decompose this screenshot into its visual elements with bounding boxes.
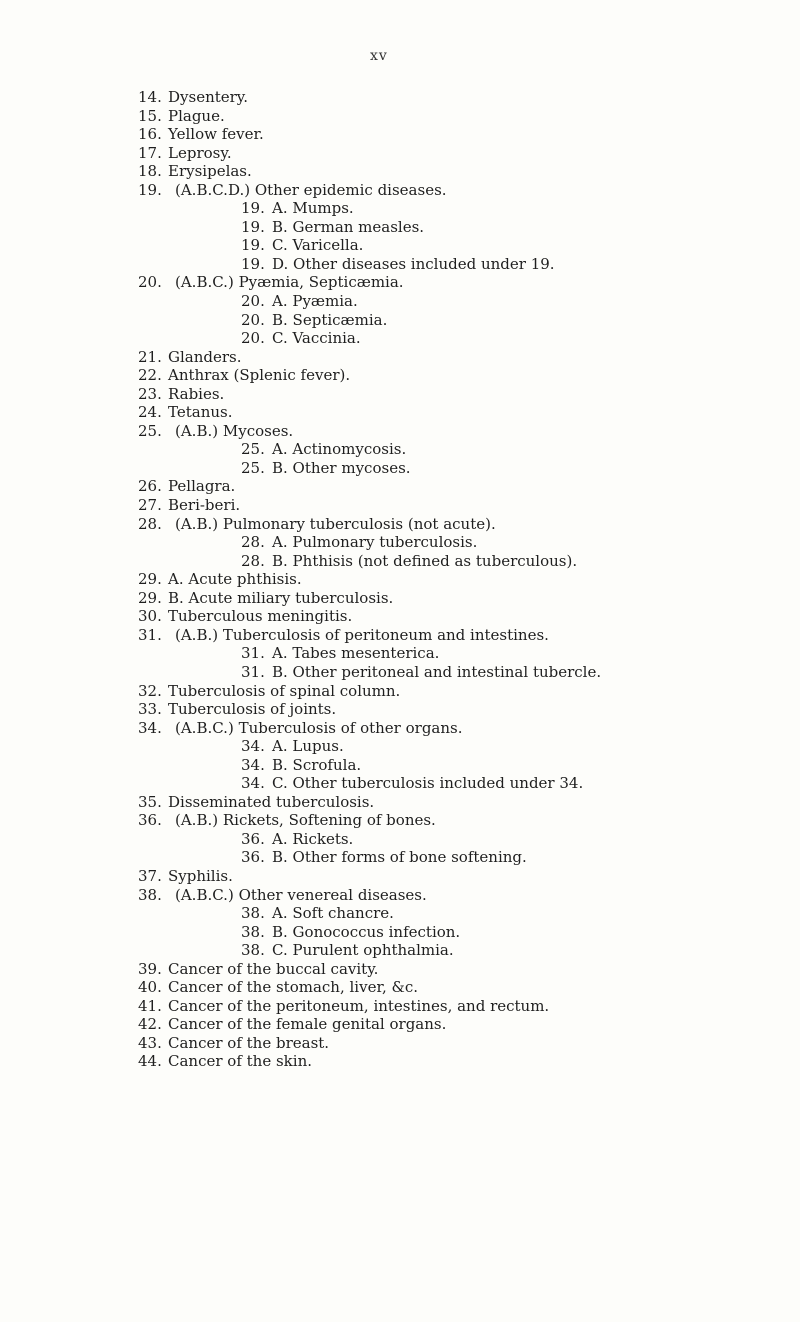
list-item [0,663,800,682]
entry-text: (A.B.C.) Other venereal diseases. [175,885,427,904]
entry-number: 30. [138,607,162,626]
entry-text: Cancer of the peritoneum, intestines, and rectum. [168,996,550,1015]
entry-number: 39. [138,959,162,978]
list-item [0,181,800,200]
entry-number: 44. [138,1052,162,1071]
entry-text: D. Other diseases included under 19. [272,254,555,273]
entry-number: 18. [138,162,162,181]
entry-text: A. Actinomycosis. [272,440,407,459]
list-item [0,774,800,793]
list-item [0,793,800,812]
list-item [0,348,800,367]
entry-text: B. Gonococcus infection. [272,922,461,941]
entry-number: 23. [138,384,162,403]
list-item [0,403,800,422]
entry-text: C. Purulent ophthalmia. [272,941,454,960]
entry-number: 31. [241,662,265,681]
entry-text: Cancer of the breast. [168,1033,330,1052]
list-item [0,626,800,645]
list-item [0,440,800,459]
list-item [0,218,800,237]
list-item [0,292,800,311]
entry-text: C. Other tuberculosis included under 34. [272,774,584,793]
list-item [0,756,800,775]
list-item [0,552,800,571]
entry-number: 27. [138,496,162,515]
entry-number: 34. [138,718,162,737]
list-item [0,830,800,849]
entry-number: 20. [241,329,265,348]
list-item [0,923,800,942]
entry-number: 41. [138,996,162,1015]
entry-text: A. Mumps. [272,199,354,218]
entry-text: Tuberculous meningitis. [168,607,353,626]
list-item [0,273,800,292]
list-item [0,533,800,552]
list-item [0,162,800,181]
entry-number: 31. [241,644,265,663]
disease-list [0,88,800,1071]
entry-number: 20. [241,292,265,311]
list-item [0,477,800,496]
entry-text: Tuberculosis of spinal column. [168,681,401,700]
list-item [0,459,800,478]
entry-text: (A.B.) Mycoses. [175,421,294,440]
entry-text: A. Pulmonary tuberculosis. [272,533,478,552]
list-item [0,644,800,663]
entry-text: B. Other peritoneal and intestinal tubercle. [272,662,602,681]
entry-number: 22. [138,366,162,385]
entry-number: 28. [241,551,265,570]
entry-text: B. Other forms of bone softening. [272,848,527,867]
list-item [0,811,800,830]
entry-text: Rabies. [168,384,225,403]
list-item [0,700,800,719]
page-number: xv [370,48,388,64]
list-item [0,329,800,348]
entry-number: 33. [138,700,162,719]
list-item [0,941,800,960]
list-item [0,737,800,756]
entry-text: B. Scrofula. [272,755,362,774]
list-item [0,1015,800,1034]
list-item [0,978,800,997]
list-item [0,904,800,923]
entry-number: 15. [138,106,162,125]
entry-number: 19. [138,180,162,199]
entry-text: Syphilis. [168,866,233,885]
list-item [0,199,800,218]
list-item [0,682,800,701]
entry-number: 40. [138,978,162,997]
list-item [0,107,800,126]
entry-number: 17. [138,143,162,162]
entry-text: Pellagra. [168,477,236,496]
entry-text: C. Varicella. [272,236,364,255]
entry-number: 25. [138,421,162,440]
entry-text: Plague. [168,106,225,125]
entry-text: A. Tabes mesenterica. [272,644,440,663]
entry-number: 38. [241,904,265,923]
entry-text: Beri-beri. [168,496,241,515]
entry-text: Dysentery. [168,88,249,106]
entry-number: 38. [241,922,265,941]
entry-text: B. Other mycoses. [272,458,411,477]
entry-text: A. Rickets. [272,829,354,848]
list-item [0,848,800,867]
entry-text: A. Lupus. [272,737,344,756]
list-item [0,311,800,330]
entry-number: 29. [138,570,162,589]
entry-number: 34. [241,737,265,756]
entry-number: 25. [241,440,265,459]
entry-number: 36. [241,848,265,867]
entry-number: 16. [138,125,162,144]
entry-text: Cancer of the stomach, liver, &c. [168,978,419,997]
list-item [0,515,800,534]
entry-number: 38. [138,885,162,904]
list-item [0,997,800,1016]
entry-text: Anthrax (Splenic fever). [168,366,351,385]
entry-text: (A.B.C.) Pyæmia, Septicæmia. [175,273,404,292]
entry-number: 34. [241,755,265,774]
list-item [0,1052,800,1071]
entry-text: A. Acute phthisis. [168,570,302,589]
list-item [0,886,800,905]
entry-number: 24. [138,403,162,422]
entry-number: 38. [241,941,265,960]
entry-number: 29. [138,588,162,607]
list-item [0,144,800,163]
list-item [0,385,800,404]
entry-text: B. Septicæmia. [272,310,388,329]
entry-number: 25. [241,458,265,477]
entry-text: Cancer of the buccal cavity. [168,959,379,978]
list-item [0,236,800,255]
list-item [0,1034,800,1053]
entry-text: A. Pyæmia. [272,292,358,311]
entry-number: 19. [241,199,265,218]
entry-number: 31. [138,625,162,644]
entry-text: B. Phthisis (not defined as tuberculous). [272,551,578,570]
entry-text: (A.B.C.D.) Other epidemic diseases. [175,180,447,199]
list-item [0,422,800,441]
entry-text: (A.B.C.) Tuberculosis of other organs. [175,718,463,737]
entry-number: 20. [138,273,162,292]
entry-text: Cancer of the female genital organs. [168,1015,447,1034]
entry-text: B. German measles. [272,217,425,236]
entry-text: (A.B.) Rickets, Softening of bones. [175,811,436,830]
entry-number: 43. [138,1033,162,1052]
list-item [0,255,800,274]
entry-number: 36. [138,811,162,830]
entry-text: Glanders. [168,347,242,366]
list-item [0,570,800,589]
entry-text: Yellow fever. [168,125,264,144]
entry-number: 26. [138,477,162,496]
entry-number: 28. [138,514,162,533]
entry-number: 35. [138,792,162,811]
entry-number: 14. [138,88,162,106]
list-item [0,496,800,515]
entry-number: 34. [241,774,265,793]
entry-number: 36. [241,829,265,848]
entry-number: 19. [241,236,265,255]
entry-text: C. Vaccinia. [272,329,361,348]
entry-text: A. Soft chancre. [272,904,394,923]
list-item [0,960,800,979]
entry-number: 37. [138,866,162,885]
entry-number: 19. [241,254,265,273]
entry-number: 32. [138,681,162,700]
list-item [0,366,800,385]
list-item [0,125,800,144]
list-item [0,589,800,608]
entry-text: Cancer of the skin. [168,1052,312,1071]
entry-text: (A.B.) Tuberculosis of peritoneum and intestines. [175,625,549,644]
entry-text: Erysipelas. [168,162,252,181]
list-item [0,867,800,886]
entry-text: Tuberculosis of joints. [168,700,337,719]
list-item [0,719,800,738]
entry-text: B. Acute miliary tuberculosis. [168,588,394,607]
entry-number: 21. [138,347,162,366]
entry-number: 20. [241,310,265,329]
list-item [0,88,800,107]
entry-number: 19. [241,217,265,236]
entry-text: Tetanus. [168,403,233,422]
list-item [0,607,800,626]
entry-text: Disseminated tuberculosis. [168,792,375,811]
entry-text: Leprosy. [168,143,232,162]
entry-text: (A.B.) Pulmonary tuberculosis (not acute). [175,514,496,533]
entry-number: 28. [241,533,265,552]
entry-number: 42. [138,1015,162,1034]
